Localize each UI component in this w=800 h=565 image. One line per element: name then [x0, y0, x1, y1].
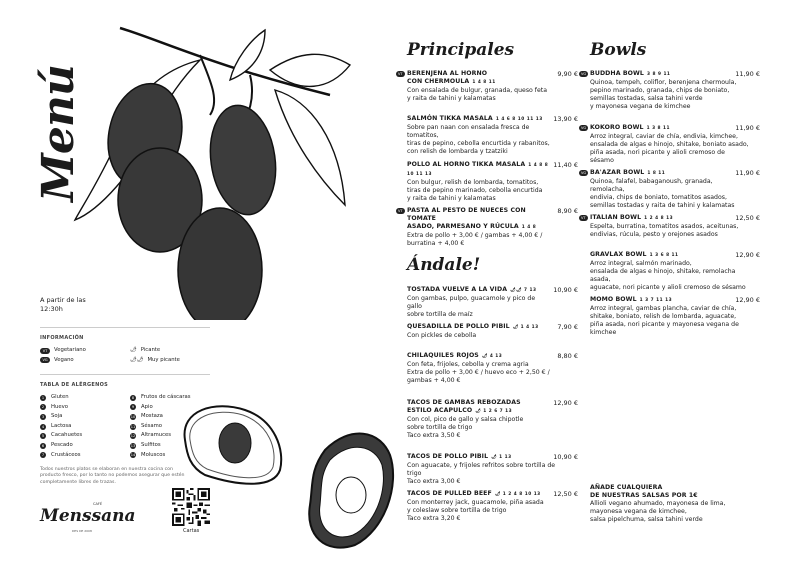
- item-description: pepino marinado, granada, chips de boniato,: [590, 86, 730, 94]
- allergen-badge: 12: [130, 434, 136, 439]
- item-price: 11,90 €: [735, 169, 760, 177]
- vegetarian-badge: VT: [581, 216, 586, 220]
- item-description: Taco extra 3,20 €: [407, 514, 461, 522]
- opening-hours-line2: 12:30h: [40, 305, 63, 313]
- item-name: KOKORO BOWL: [590, 124, 644, 131]
- item-name: BA'AZAR BOWL: [590, 169, 645, 176]
- item-description: piña asada, nori picante y alioli cremoso de sésamo: [590, 148, 725, 164]
- item-description: ensalada de algas e hinojo, shitake, remolacha asada,: [590, 267, 736, 283]
- allergen-label: Gluten: [51, 394, 69, 400]
- allergen-label: Pescado: [51, 441, 73, 448]
- item-allergens: 1 3 8 11: [646, 126, 671, 131]
- item-description: sobre tortilla de maíz: [407, 310, 473, 318]
- brand-sub: DES DE 2008: [72, 529, 92, 533]
- menu-title-text: Menú: [32, 65, 84, 202]
- item-allergens: 1 2 4 8 13: [644, 216, 674, 221]
- info-label: Picante: [140, 347, 161, 353]
- item-description: Con aguacate, y frijoles refritos sobre tortilla de trigo: [407, 461, 556, 477]
- section-title-andale: Ándale!: [407, 255, 481, 275]
- item-description: Taco extra 3,50 €: [407, 431, 461, 439]
- item-allergens: 1 3 6 8 11: [649, 253, 679, 258]
- info-heading: INFORMACIÓN: [40, 335, 84, 341]
- item-name: BUDDHA BOWL: [590, 70, 644, 77]
- item-description: Quinoa, tempeh, coliflor, berenjena chermoula,: [590, 78, 737, 86]
- info-label: Vegano: [54, 356, 74, 363]
- item-description: y coleslaw sobre tortilla de trigo: [407, 506, 507, 514]
- allergen-label: Apio: [141, 403, 153, 410]
- item-price: 12,90 €: [735, 296, 760, 304]
- divider: [40, 327, 210, 328]
- qr-label: Cartas: [183, 528, 200, 534]
- info-legend-right: [130, 346, 180, 365]
- item-price: 12,50 €: [553, 490, 578, 498]
- allergen-badge: 2: [41, 405, 45, 410]
- section-title-bowls: Bowls: [590, 40, 647, 60]
- item-price: 8,90 €: [557, 207, 578, 215]
- item-price: 11,40 €: [553, 161, 578, 169]
- item-name: TACOS DE PULLED BEEF: [407, 490, 492, 497]
- item-allergens: 1 4 6 8 10 11 13: [495, 117, 543, 122]
- divider: [40, 374, 210, 375]
- allergen-badge: 10: [130, 414, 136, 419]
- item-description: endivia, chips de boniato, tomatitos asados,: [590, 193, 727, 201]
- allergen-list-left: [40, 393, 82, 460]
- item-description: Con gambas, pulpo, guacamole y pico de gallo: [407, 294, 536, 310]
- item-allergens: 1 4 8: [521, 224, 537, 230]
- item-description: Con feta, frijoles, cebolla y crema agria: [407, 360, 529, 368]
- item-allergens: 🌶 1 4 13: [512, 325, 539, 330]
- item-description: con relish de lombarda y tzatziki: [407, 147, 508, 155]
- item-price: 10,90 €: [553, 453, 578, 461]
- brand-cafe: CAFÉ: [93, 502, 103, 506]
- item-description: semillas tostadas y raita de tahini y kalamatas: [590, 201, 735, 209]
- item-description: y raita de tahini y kalamatas: [407, 194, 496, 202]
- item-name: TACOS DE GAMBAS REBOZADAS: [407, 399, 521, 406]
- item-description: burratina + 4,00 €: [407, 239, 465, 247]
- chili-icon: 🌶: [130, 347, 137, 353]
- item-description: tiras de pepino, cebolla encurtida y rabanitos,: [407, 139, 550, 147]
- allergen-badge: 14: [130, 453, 136, 458]
- vegetarian-badge: VT: [398, 72, 403, 76]
- item-description: sobre tortilla de trigo: [407, 423, 473, 431]
- sauces-title: AÑADE CUALQUIERA: [590, 484, 663, 491]
- allergen-label: Frutos de cáscaras: [141, 394, 191, 400]
- allergen-label: Soja: [51, 413, 63, 420]
- item-allergens: 🌶 1 2 4 8 10 13: [494, 492, 541, 497]
- item-description: Con bulgur, relish de lombarda, tomatitos,: [407, 178, 539, 186]
- allergen-label: Moluscos: [141, 451, 166, 458]
- vegetarian-badge: VT: [398, 209, 403, 213]
- sauces-list: mayonesa vegana de kimchee,: [590, 507, 687, 515]
- item-name: GRAVLAX BOWL: [590, 251, 647, 258]
- info-label: Vegetariano: [54, 347, 86, 353]
- sauces-box: [590, 484, 750, 524]
- double-chili-icon: 🌶🌶: [130, 356, 144, 363]
- item-description: Con monterrey jack, guacamole, piña asada: [407, 498, 544, 506]
- item-name: CON CHERMOULA: [407, 77, 470, 85]
- item-name: POLLO AL HORNO TIKKA MASALA: [407, 161, 526, 168]
- item-price: 13,90 €: [553, 115, 578, 123]
- item-price: 11,90 €: [735, 70, 760, 78]
- item-price: 9,90 €: [557, 70, 578, 78]
- vegan-badge: VG: [581, 72, 587, 76]
- menu-item: [407, 490, 552, 523]
- item-name: CHILAQUILES ROJOS: [407, 352, 479, 359]
- allergen-label: Cacahuetes: [51, 432, 83, 439]
- allergen-badge: 3: [41, 414, 45, 419]
- brand-name: Menssana: [40, 506, 136, 526]
- allergen-badge: 5: [41, 434, 45, 439]
- allergen-badge: 4: [41, 424, 45, 429]
- item-name: TOSTADA VUELVE A LA VIDA: [407, 286, 508, 293]
- item-description: shitake, boniato, relish de lombarda, aguacate,: [590, 312, 737, 320]
- avocado-branch-illustration: [60, 20, 360, 320]
- item-description: Arroz integral, gambas plancha, caviar de chía,: [590, 304, 737, 312]
- avocado-halves-illustration: [175, 395, 405, 555]
- item-allergens: 🌶 4 13: [481, 354, 503, 359]
- item-description: piña asada, nori picante y mayonesa vegana de kimchee: [590, 320, 739, 336]
- sauces-list: Allioli vegano ahumado, mayonesa de lima,: [590, 499, 726, 507]
- item-allergens: 3 8 9 11: [646, 72, 671, 77]
- item-description: Taco extra 3,00 €: [407, 477, 461, 485]
- allergen-badge: 1: [41, 395, 45, 400]
- item-allergens: 1 4 8 8 10 11 13: [407, 163, 549, 177]
- item-allergens: 1 4 8 11: [472, 79, 496, 85]
- allergen-label: Sésamo: [141, 422, 163, 429]
- item-allergens: 🌶🌶 7 13: [510, 288, 537, 293]
- item-description: Extra de pollo + 3,00 € / huevo eco + 2,50 € /: [407, 368, 550, 376]
- allergen-label: Crustáceos: [51, 451, 81, 458]
- item-name: TACOS DE POLLO PIBIL: [407, 453, 489, 460]
- allergen-heading: TABLA DE ALÉRGENOS: [40, 382, 109, 388]
- menu-item: [407, 323, 552, 340]
- item-price: 7,90 €: [557, 323, 578, 331]
- item-description: Con ensalada de bulgur, granada, queso feta: [407, 86, 547, 94]
- allergen-badge: 13: [130, 443, 136, 448]
- item-description: Extra de pollo + 3,00 € / gambas + 4,00 € /: [407, 231, 543, 239]
- item-description: endivias, rúcula, pesto y orejones asados: [590, 230, 718, 238]
- allergen-label: Sulfitos: [141, 441, 161, 448]
- item-name: SALMÓN TIKKA MASALA: [407, 115, 493, 122]
- item-description: ensalada de algas e hinojo, shitake, boniato asado,: [590, 140, 749, 148]
- opening-hours-line1: A partir de las: [40, 296, 86, 304]
- item-name: BERENJENA AL HORNO: [407, 70, 488, 77]
- allergen-badge: 8: [131, 395, 135, 400]
- allergen-badge: 11: [130, 424, 136, 429]
- item-price: 11,90 €: [735, 124, 760, 132]
- vegan-badge: VG: [581, 171, 587, 175]
- allergen-badge: 7: [41, 453, 45, 458]
- item-allergens: 🌶 1 2 6 7 13: [475, 408, 513, 414]
- item-allergens: 1 8 11: [647, 171, 666, 176]
- item-description: y mayonesa vegana de kimchee: [590, 102, 691, 110]
- item-name: QUESADILLA DE POLLO PIBIL: [407, 323, 510, 330]
- item-description: aguacate, nori picante y alioli cremoso de sésamo: [590, 283, 746, 291]
- allergen-label: Lactosa: [51, 422, 72, 429]
- item-description: gambas + 4,00 €: [407, 376, 461, 384]
- menu-item: [407, 161, 552, 203]
- item-price: 12,90 €: [735, 251, 760, 259]
- item-name: ESTILO ACAPULCO: [407, 406, 473, 414]
- menu-item: [407, 286, 552, 319]
- item-description: Espelta, burratina, tomatitos asados, aceitunas,: [590, 222, 739, 230]
- item-description: Quinoa, falafel, babaganoush, granada, remolacha,: [590, 177, 713, 193]
- item-allergens: 🌶 1 13: [491, 455, 512, 460]
- opening-hours: [40, 296, 86, 314]
- item-name: ITALIAN BOWL: [590, 214, 642, 221]
- item-price: 10,90 €: [553, 286, 578, 294]
- item-description: Arroz integral, caviar de chía, endivia, kimchee,: [590, 132, 738, 140]
- info-label: Muy picante: [147, 356, 180, 363]
- menu-item: [398, 207, 552, 248]
- item-description: Con pickles de cebolla: [407, 331, 477, 339]
- allergen-label: Huevo: [51, 403, 68, 410]
- item-description: Con col, pico de gallo y salsa chipotle: [407, 415, 524, 423]
- vegetarian-badge: VT: [40, 348, 50, 354]
- item-description: Arroz integral, salmón marinado,: [590, 259, 692, 267]
- item-name: ASADO, PARMESANO Y RÚCULA: [407, 222, 519, 230]
- allergen-label: Mostaza: [141, 413, 163, 420]
- allergen-badge: 9: [131, 405, 135, 410]
- menu-item: [407, 352, 552, 385]
- item-description: Sobre pan naan con ensalada fresca de tomatitos,: [407, 123, 530, 139]
- allergen-badge: 6: [41, 443, 45, 448]
- menu-item: [398, 70, 552, 103]
- info-legend-left: [40, 346, 86, 365]
- item-description: semillas tostadas, salsa tahini verde: [590, 94, 703, 102]
- allergen-label: Altramuces: [141, 432, 172, 439]
- item-allergens: 1 3 7 11 13: [639, 298, 673, 303]
- item-price: 12,50 €: [735, 214, 760, 222]
- allergen-disclaimer: Todos nuestros platos se elaboran en nuestra cocina con producto fresco, por lo tanto no podemos asegurar que estén completamente libres de trazas.: [40, 467, 185, 485]
- vegan-badge: VG: [40, 357, 50, 363]
- item-price: 12,90 €: [553, 399, 578, 407]
- item-description: y raita de tahini y kalamatas: [407, 94, 496, 102]
- menu-item: [407, 399, 552, 440]
- menu-item: [407, 115, 552, 156]
- item-name: MOMO BOWL: [590, 296, 637, 303]
- section-title-principales: Principales: [407, 40, 515, 60]
- item-description: tiras de pepino marinado, cebolla encurtida: [407, 186, 543, 194]
- sauces-title: DE NUESTRAS SALSAS POR 1€: [590, 491, 698, 499]
- sauces-list: salsa pipelchuma, salsa tahini verde: [590, 515, 703, 523]
- item-name: PASTA AL PESTO DE NUECES CON TOMATE: [407, 207, 526, 222]
- vegan-badge: VG: [581, 126, 587, 130]
- item-price: 8,80 €: [557, 352, 578, 360]
